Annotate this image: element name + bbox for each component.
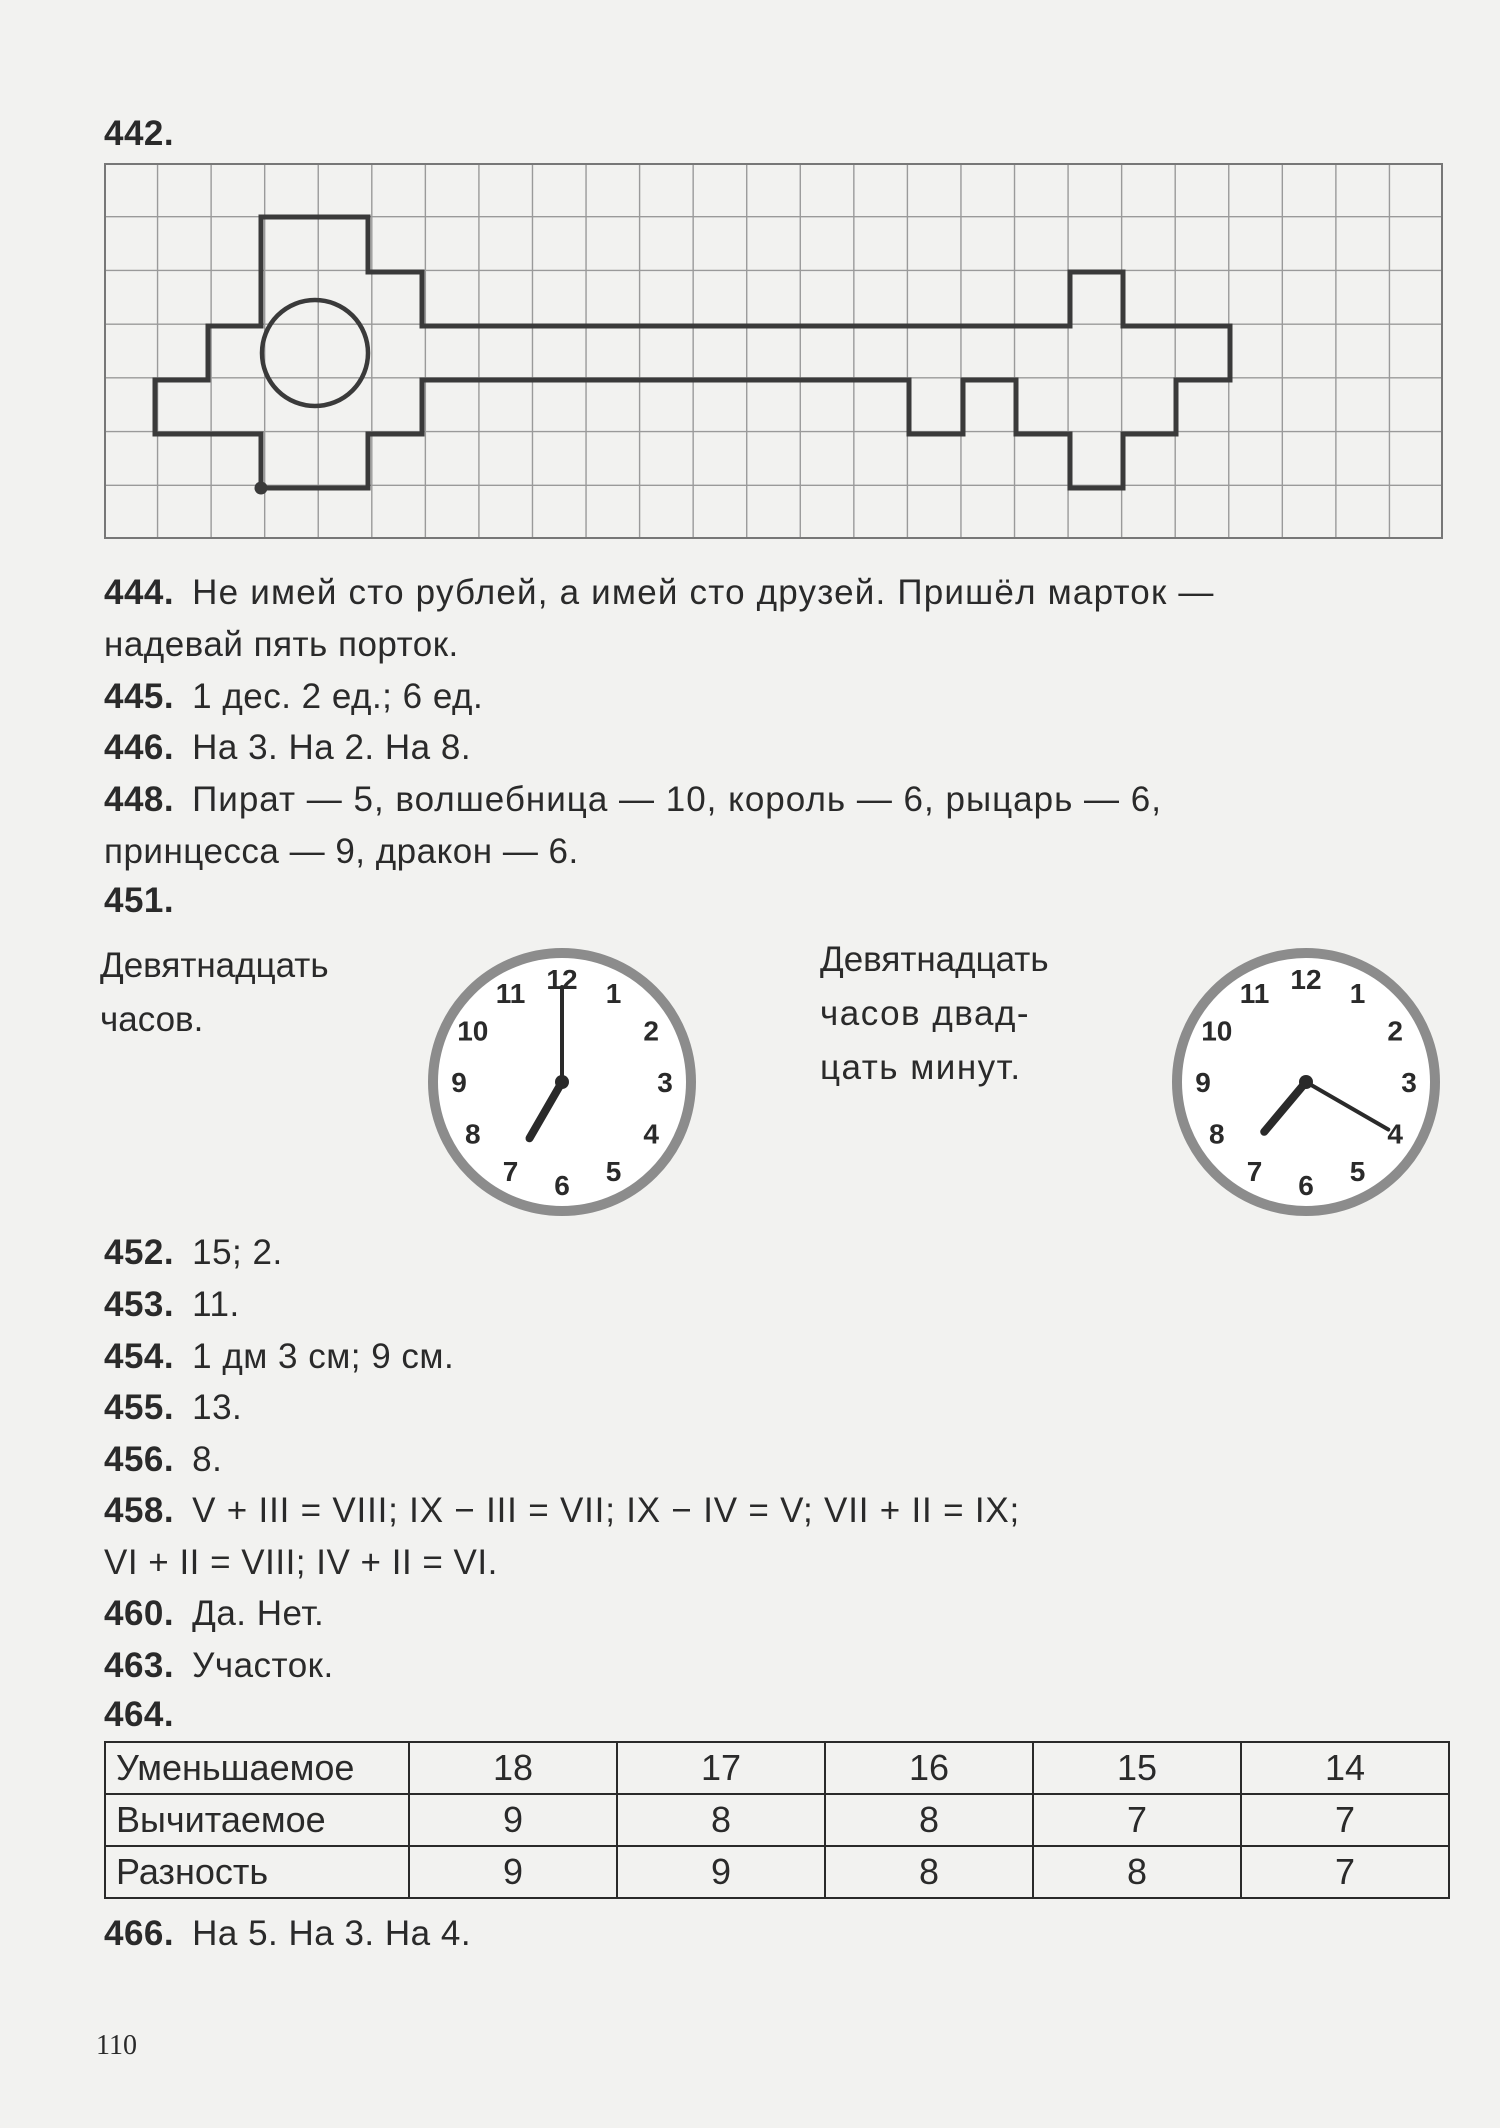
problem-453: [104, 1279, 240, 1331]
answer-text: надевай пять порток.: [104, 625, 459, 664]
table-cell: 8: [617, 1794, 825, 1846]
caption-line: часов двад-: [820, 994, 1031, 1033]
problem-456: [104, 1434, 222, 1486]
table-cell: 14: [1241, 1742, 1449, 1794]
table-cell: 8: [1033, 1846, 1241, 1898]
answer-text: Участок.: [192, 1646, 334, 1685]
problem-number: 444.: [104, 573, 175, 612]
problem-number: 454.: [104, 1337, 175, 1376]
table-cell: 7: [1241, 1794, 1449, 1846]
problem-number: 460.: [104, 1594, 175, 1633]
answer-text: V + III = VIII; IX − III = VII; IX − IV = V; VII + II = IX;: [192, 1491, 1021, 1530]
table-cell: 8: [825, 1794, 1033, 1846]
clock-center: [1299, 1075, 1313, 1089]
table-cell: 7: [1241, 1846, 1449, 1898]
dial-number: 10: [457, 1015, 489, 1047]
start-dot: [255, 482, 268, 495]
clock-icon: [420, 940, 704, 1224]
problem-number: 448.: [104, 780, 175, 819]
caption-line: цать минут.: [820, 1048, 1022, 1087]
answer-text: На 3. На 2. На 8.: [192, 728, 472, 767]
answer-text: 1 дм 3 см; 9 см.: [192, 1337, 455, 1376]
problem-466: [104, 1908, 471, 1960]
dial-number: 11: [1239, 977, 1270, 1009]
problem-448-cont: [104, 826, 579, 878]
table-cell: 15: [1033, 1742, 1241, 1794]
clock-icon: [1164, 940, 1448, 1224]
dial-number: 1: [1349, 977, 1366, 1009]
dial-number: 5: [1349, 1156, 1366, 1188]
dial-number: 3: [657, 1067, 673, 1098]
problem-number: 458.: [104, 1491, 175, 1530]
answer-text: 13.: [192, 1388, 243, 1427]
problem-number: 464.: [104, 1695, 175, 1734]
clock1-caption: [100, 939, 329, 1047]
page-number: 110: [96, 2030, 137, 2061]
table-cell: 17: [617, 1742, 825, 1794]
dial-number: 5: [605, 1156, 622, 1188]
table-cell: 8: [825, 1846, 1033, 1898]
problem-number: 453.: [104, 1285, 175, 1324]
answer-table: [104, 1741, 1450, 1899]
answer-text: Пират — 5, волшебница — 10, король — 6, рыцарь — 6,: [192, 780, 1162, 819]
answer-text: 11.: [192, 1285, 240, 1324]
problem-444-cont: [104, 619, 459, 671]
caption-line: Девятнадцать: [100, 946, 329, 985]
problem-444: [104, 567, 1215, 619]
answer-text: 15; 2.: [192, 1233, 283, 1272]
dial-number: 2: [643, 1015, 659, 1047]
problem-442: [104, 108, 192, 160]
problem-number: 456.: [104, 1440, 175, 1479]
problem-452: [104, 1227, 283, 1279]
dial-number: 3: [1401, 1067, 1417, 1098]
row-label: Уменьшаемое: [105, 1742, 409, 1794]
dial-number: 1: [605, 977, 622, 1009]
dial-number: 6: [554, 1170, 570, 1201]
answer-text: VI + II = VIII; IV + II = VI.: [104, 1543, 498, 1582]
dial-number: 9: [451, 1067, 467, 1098]
key-ring-circle: [262, 300, 368, 406]
problem-454: [104, 1331, 454, 1383]
clock2-caption: [820, 933, 1049, 1095]
problem-number: 446.: [104, 728, 175, 767]
dial-number: 10: [1201, 1015, 1233, 1047]
table-row: [105, 1742, 1449, 1794]
table-row: [105, 1846, 1449, 1898]
answer-text: 8.: [192, 1440, 223, 1479]
caption-line: Девятнадцать: [820, 940, 1049, 979]
problem-number: 451.: [104, 881, 175, 920]
answer-text: 1 дес. 2 ед.; 6 ед.: [192, 677, 484, 716]
answer-text: Да. Нет.: [192, 1594, 325, 1633]
dial-number: 11: [495, 977, 526, 1009]
table-cell: 18: [409, 1742, 617, 1794]
dial-number: 7: [502, 1156, 519, 1188]
table-row: [105, 1794, 1449, 1846]
subtraction-table: [104, 1741, 1450, 1899]
dial-number: 12: [546, 964, 578, 995]
dial-number: 2: [1387, 1015, 1403, 1047]
clock-face-2: [1164, 940, 1448, 1229]
problem-460: [104, 1588, 324, 1640]
dial-number: 12: [1290, 964, 1322, 995]
clock-face-1: [420, 940, 704, 1229]
problem-463: [104, 1640, 334, 1692]
table-cell: 16: [825, 1742, 1033, 1794]
dial-number: 4: [1387, 1118, 1403, 1150]
dial-number: 9: [1195, 1067, 1211, 1098]
dial-number: 8: [1209, 1118, 1225, 1150]
problem-446: [104, 722, 471, 774]
problem-number: 455.: [104, 1388, 175, 1427]
dial-number: 8: [465, 1118, 481, 1150]
table-cell: 9: [409, 1794, 617, 1846]
clock-center: [555, 1075, 569, 1089]
answer-text: принцесса — 9, дракон — 6.: [104, 832, 579, 871]
answer-text: Не имей сто рублей, а имей сто друзей. Пришёл марток —: [192, 573, 1215, 612]
dial-number: 7: [1246, 1156, 1263, 1188]
caption-line: часов.: [100, 1000, 204, 1039]
problem-458-cont: [104, 1537, 498, 1589]
problem-number: 466.: [104, 1914, 175, 1953]
problem-448: [104, 774, 1162, 826]
answer-text: На 5. На 3. На 4.: [192, 1914, 472, 1953]
row-label: Вычитаемое: [105, 1794, 409, 1846]
table-cell: 9: [617, 1846, 825, 1898]
table-cell: 9: [409, 1846, 617, 1898]
problem-number: 442.: [104, 114, 175, 153]
problem-455: [104, 1382, 242, 1434]
problem-number: 452.: [104, 1233, 175, 1272]
problem-451: [104, 875, 192, 927]
dial-number: 4: [643, 1118, 659, 1150]
problem-458: [104, 1485, 1020, 1537]
problem-number: 463.: [104, 1646, 175, 1685]
key-figure: [104, 163, 1443, 539]
key-grid-drawing: [104, 163, 1443, 539]
row-label: Разность: [105, 1846, 409, 1898]
table-cell: 7: [1033, 1794, 1241, 1846]
problem-number: 445.: [104, 677, 175, 716]
dial-number: 6: [1298, 1170, 1314, 1201]
problem-464: [104, 1689, 192, 1741]
problem-445: [104, 671, 483, 723]
